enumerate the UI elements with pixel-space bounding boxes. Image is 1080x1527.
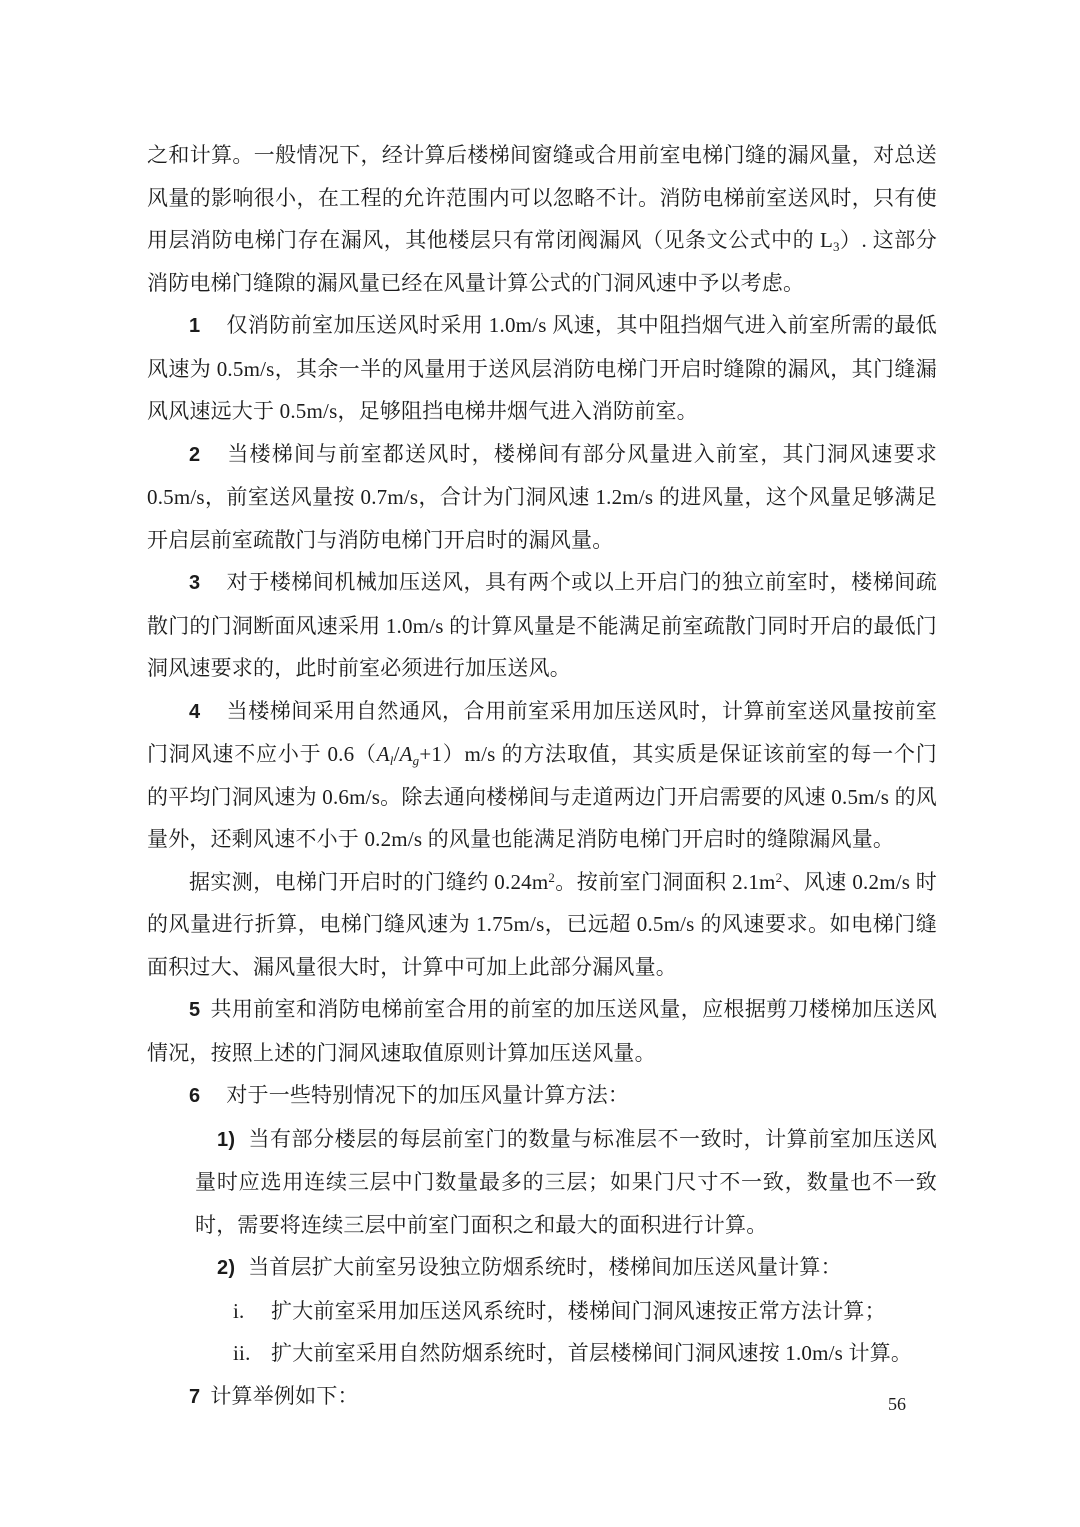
item-5-text: 共用前室和消防电梯前室合用的前室的加压送风量，应根据剪刀楼梯加压送风情况，按照上述的门洞风速取值原则计算加压送风量。	[147, 997, 937, 1065]
item-7-number: 7	[189, 1385, 201, 1408]
item-7-text: 计算举例如下：	[210, 1383, 359, 1408]
intro-text-before: 之和计算。一般情况下，经计算后楼梯间窗缝或合用前室电梯门缝的漏风量，对总送风量的影响很小，在工程的允许范围内可以忽略不计。消防电梯前室送风时，只有使用层消防电梯门存在漏风，其他楼层只有常闭阀漏风（见条文公式中的 L	[147, 143, 937, 252]
roman-item-i	[233, 1290, 937, 1333]
roman-item-i-number: i.	[233, 1298, 245, 1323]
measured-text-2: 。按前室门洞面积 2.1m	[555, 869, 776, 894]
item-2-text: 当楼梯间与前室都送风时，楼梯间有部分风量进入前室，其门洞风速要求 0.5m/s，前室送风量按 0.7m/s，合计为门洞风速 1.2m/s 的进风量，这个风量足够满足开启层前室疏散门与消防电梯门开启时的漏风量。	[147, 441, 937, 552]
item-2-number: 2	[189, 443, 201, 466]
formula-plus-one: +1	[419, 742, 443, 766]
sub-item-1-text: 当有部分楼层的每层前室门的数量与标准层不一致时，计算前室加压送风量时应选用连续三层中门数量最多的三层；如果门尺寸不一致，数量也不一致时，需要将连续三层中前室门面积之和最大的面积进行计算。	[195, 1126, 937, 1237]
item-1-text: 仅消防前室加压送风时采用 1.0m/s 风速，其中阻挡烟气进入前室所需的最低风速为 0.5m/s，其余一半的风量用于送风层消防电梯门开启时缝隙的漏风，其门缝漏风风速远大于 0.5m/s，足够阻挡电梯井烟气进入消防前室。	[147, 313, 937, 423]
item-3-text: 对于楼梯间机械加压送风，具有两个或以上开启门的独立前室时，楼梯间疏散门的门洞断面风速采用 1.0m/s 的计算风量是不能满足前室疏散门同时开启的最低门洞风速要求的，此时前室必须进行加压送风。	[147, 570, 937, 680]
numbered-item-7	[147, 1375, 937, 1419]
numbered-item-1	[147, 304, 937, 433]
measured-paragraph	[147, 861, 937, 989]
sub-item-2-text: 当首层扩大前室另设独立防烟系统时，楼梯间加压送风量计算：	[248, 1255, 842, 1279]
sub-item-2	[195, 1246, 937, 1290]
item-4-text-before: 当楼梯间采用自然通风，合用前室采用加压送风时，计算前室送风量按前室门洞风速不应小于 0.6（	[147, 698, 937, 766]
item-4-number: 4	[189, 700, 201, 723]
sub-item-1	[195, 1118, 937, 1247]
formula-subscript-l: l	[389, 753, 394, 768]
numbered-item-6	[147, 1074, 937, 1118]
item-5-number: 5	[189, 999, 201, 1021]
item-4-text-after: ）m/s 的方法取值，其实质是保证该前室的每一个门的平均门洞风速为 0.6m/s。除去通向楼梯间与走道两边门开启需要的风速 0.5m/s 的风量外，还剩风速不小于 0.2m/s 的风量也能满足消防电梯门开启时的缝隙漏风量。	[147, 742, 937, 851]
formula-variable-Al: A	[376, 742, 390, 766]
square-superscript-2: 2	[775, 869, 783, 885]
item-1-number: 1	[189, 315, 201, 337]
roman-item-ii-number: ii.	[233, 1341, 251, 1365]
item-3-number: 3	[189, 572, 201, 594]
numbered-item-3	[147, 561, 937, 690]
measured-text-3: 、风速 0.2m/s 时的风量进行折算，电梯门缝风速为 1.75m/s，已远超 0.5m/s 的风速要求。如电梯门缝面积过大、漏风量很大时，计算中可加上此部分漏风量。	[147, 869, 937, 979]
roman-item-ii	[233, 1332, 937, 1375]
formula-variable-Ag: A	[399, 742, 413, 766]
intro-text-after: ）. 这部分消防电梯门缝隙的漏风量已经在风量计算公式的门洞风速中予以考虑。	[147, 228, 937, 295]
intro-paragraph	[147, 134, 937, 304]
formula-slash: /	[393, 742, 400, 766]
formula-subscript-g: g	[412, 753, 420, 768]
square-superscript-1: 2	[548, 869, 556, 885]
measured-text-1: 据实测，电梯门开启时的门缝约 0.24m	[189, 869, 549, 894]
numbered-item-2	[147, 433, 937, 562]
roman-item-ii-text: 扩大前室采用自然防烟系统时，首层楼梯间门洞风速按 1.0m/s 计算。	[271, 1341, 913, 1365]
item-6-number: 6	[189, 1085, 201, 1107]
sub-item-1-number: 1)	[217, 1128, 236, 1151]
numbered-item-5	[147, 988, 937, 1074]
numbered-item-4	[147, 690, 937, 861]
roman-item-i-text: 扩大前室采用加压送风系统时，楼梯间门洞风速按正常方法计算；	[271, 1298, 886, 1323]
item-6-text: 对于一些特别情况下的加压风量计算方法：	[226, 1083, 630, 1107]
page-number: 56	[888, 1394, 906, 1414]
sub-item-2-number: 2)	[217, 1257, 236, 1279]
text-block	[147, 134, 937, 1418]
l3-subscript: 3	[832, 239, 840, 254]
